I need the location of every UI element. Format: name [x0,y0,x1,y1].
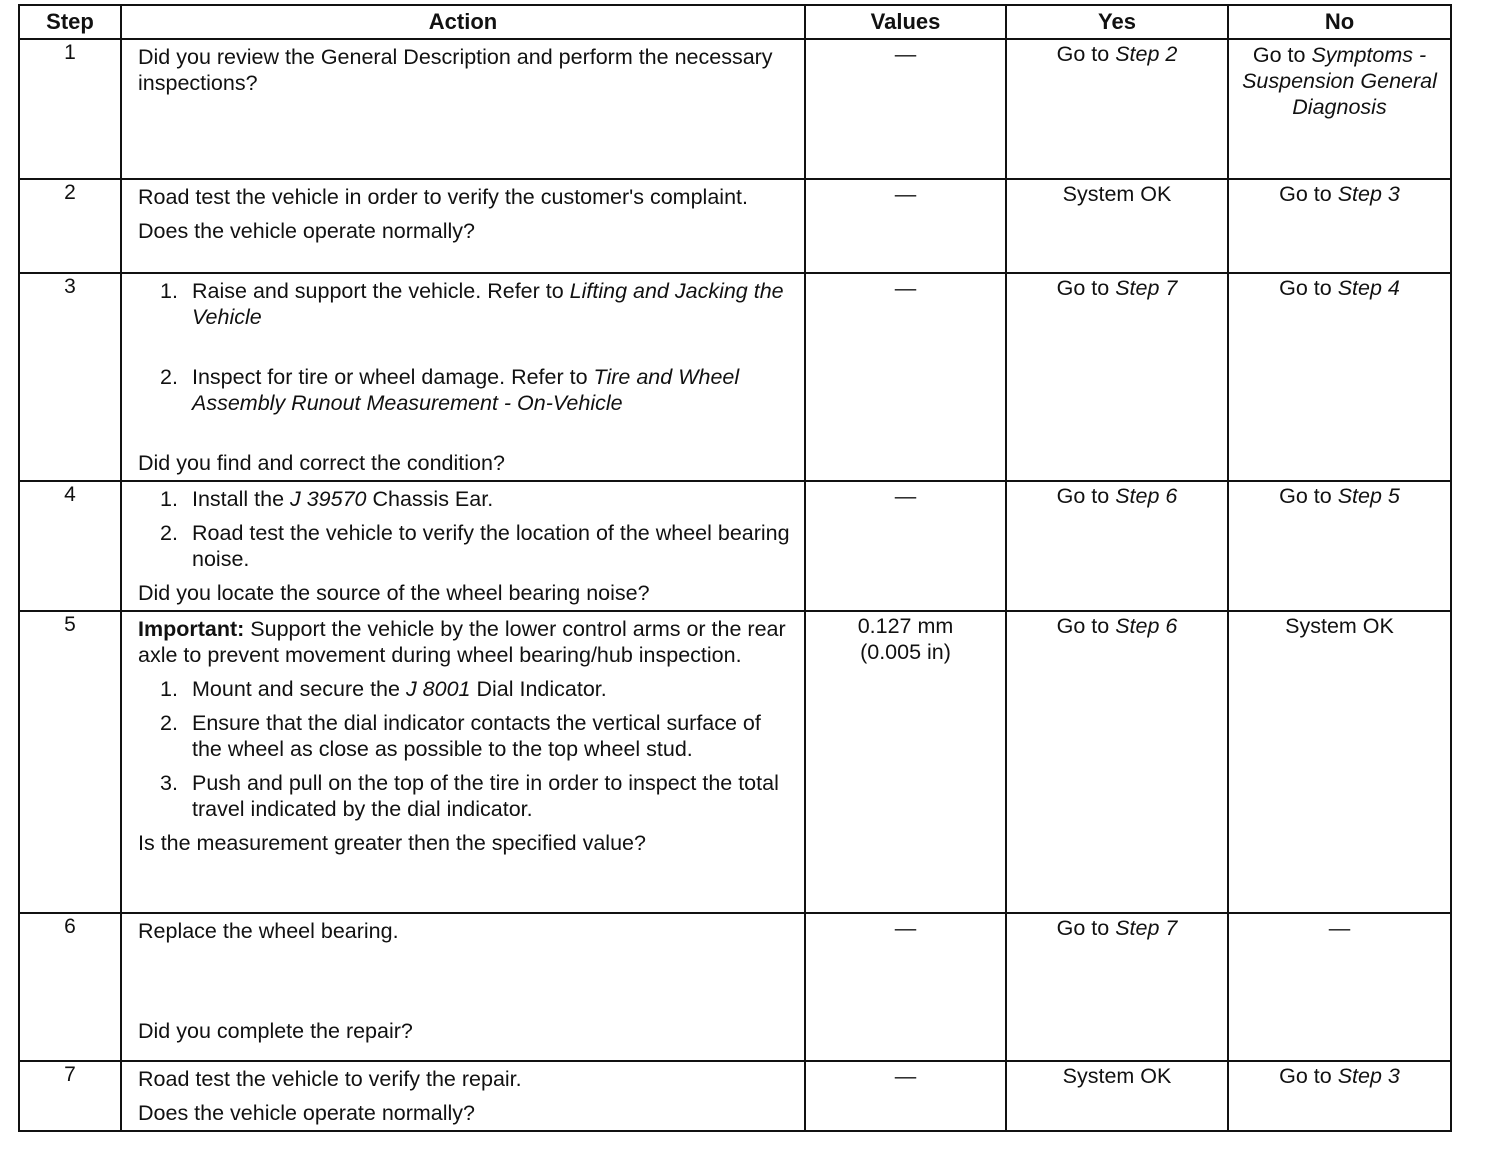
action-question: Is the measurement greater then the specified value? [138,831,646,855]
no-prefix: Go to [1279,276,1338,300]
item-body: Inspect for tire or wheel damage. Refer to [192,365,594,389]
important-label: Important: [138,617,245,641]
important-note [138,616,790,668]
no-prefix: Go to [1279,484,1338,508]
yes-cell [1006,39,1228,179]
no-cell [1228,273,1451,481]
item-number: 1. [160,677,178,701]
item-text: Road test the vehicle to verify the location of the wheel bearing noise. [192,521,790,571]
yes-cell [1006,913,1228,1061]
action-question: Did you locate the source of the wheel bearing noise? [138,581,650,605]
header-action: Action [121,5,805,39]
yes-prefix: Go to [1056,276,1116,300]
no-cell [1228,481,1451,611]
list-item [160,770,790,822]
no-prefix: Go to [1252,43,1312,67]
item-number: 1. [160,487,178,511]
table-row-step-5 [19,611,1451,913]
action-question: Did you find and correct the condition? [138,451,505,475]
no-cell [1228,39,1451,179]
no-prefix: Go to [1279,182,1338,206]
no-link[interactable]: Step 3 [1337,182,1400,206]
table-row-step-2 [19,179,1451,273]
item-text [192,676,607,702]
item-number: 3. [160,771,178,795]
header-values: Values [805,5,1006,39]
header-step: Step [19,5,121,39]
action-cell [121,1061,805,1131]
step-number: 5 [19,611,121,913]
item-text [192,278,790,330]
step-number: 2 [19,179,121,273]
step-number: 4 [19,481,121,611]
action-question: Does the vehicle operate normally? [138,219,476,243]
header-row [19,5,1451,39]
table-row-step-7 [19,1061,1451,1131]
action-text: Road test the vehicle to verify the repair. [138,1067,522,1091]
action-text: Replace the wheel bearing. [138,919,399,943]
action-text: Road test the vehicle in order to verify the customer's complaint. [138,185,748,209]
yes-prefix: Go to [1056,916,1116,940]
no-link[interactable]: Step 3 [1337,1064,1400,1088]
header-no: No [1228,5,1451,39]
step-number: 1 [19,39,121,179]
yes-link[interactable]: Step 6 [1115,484,1178,508]
yes-prefix: Go to [1056,42,1116,66]
values-cell [805,611,1006,913]
yes-cell [1006,611,1228,913]
procedure-list [138,486,790,572]
list-item [160,278,790,330]
item-body-end: Chassis Ear. [366,487,494,511]
item-number: 1. [160,279,178,303]
header-yes: Yes [1006,5,1228,39]
no-cell: System OK [1228,611,1451,913]
item-text [192,364,790,416]
spec-metric: 0.127 mm [857,614,954,638]
item-text [192,486,493,512]
values-cell: — [805,481,1006,611]
item-link[interactable]: Tire and Wheel Assembly Runout Measurement - On-Vehicle [192,365,740,415]
item-body-end: Dial Indicator. [470,677,607,701]
procedure-list [138,278,790,416]
procedure-list [138,676,790,822]
item-text: Ensure that the dial indicator contacts the vertical surface of the wheel as close as possible to the top wheel stud. [192,711,761,761]
values-cell: — [805,913,1006,1061]
step-number: 7 [19,1061,121,1131]
list-item [160,520,790,572]
list-item [160,486,790,512]
action-cell [121,39,805,179]
item-body: Install the [192,487,290,511]
action-cell [121,611,805,913]
action-cell [121,481,805,611]
action-cell [121,273,805,481]
values-cell: — [805,39,1006,179]
list-item [160,710,790,762]
list-item [160,676,790,702]
table-row-step-1 [19,39,1451,179]
action-cell [121,913,805,1061]
table-row-step-3 [19,273,1451,481]
yes-prefix: Go to [1056,484,1116,508]
tool-number: J 8001 [405,677,471,701]
yes-link[interactable]: Step 7 [1115,276,1178,300]
step-number: 6 [19,913,121,1061]
item-number: 2. [160,365,178,389]
table-row-step-6 [19,913,1451,1061]
yes-link[interactable]: Step 2 [1115,42,1178,66]
diagnostic-table [18,4,1452,1132]
list-item [160,364,790,416]
item-number: 2. [160,711,178,735]
no-link[interactable]: Symptoms - Suspension General Diagnosis [1242,43,1437,119]
yes-cell [1006,273,1228,481]
yes-cell: System OK [1006,1061,1228,1131]
values-cell: — [805,1061,1006,1131]
no-link[interactable]: Step 5 [1337,484,1400,508]
no-prefix: Go to [1279,1064,1338,1088]
step-number: 3 [19,273,121,481]
item-text: Push and pull on the top of the tire in order to inspect the total travel indicated by the dial indicator. [192,771,779,821]
action-question: Does the vehicle operate normally? [138,1101,476,1125]
no-link[interactable]: Step 4 [1337,276,1400,300]
item-body: Mount and secure the [192,677,406,701]
values-cell: — [805,273,1006,481]
action-question: Did you review the General Description and perform the necessary inspections? [138,45,773,95]
yes-cell: System OK [1006,179,1228,273]
item-body: Raise and support the vehicle. Refer to [192,279,570,303]
table-row-step-4 [19,481,1451,611]
values-cell: — [805,179,1006,273]
no-cell [1228,179,1451,273]
important-text: Support the vehicle by the lower control arms or the rear axle to prevent movement during wheel bearing/hub inspection. [138,617,786,667]
yes-link[interactable]: Step 6 [1115,614,1178,638]
yes-cell [1006,481,1228,611]
action-cell [121,179,805,273]
yes-link[interactable]: Step 7 [1115,916,1178,940]
no-cell [1228,1061,1451,1131]
spec-imperial: (0.005 in) [860,640,951,664]
item-link[interactable]: Lifting and Jacking the Vehicle [192,279,784,329]
no-cell: — [1228,913,1451,1061]
yes-prefix: Go to [1056,614,1116,638]
item-number: 2. [160,521,178,545]
action-question: Did you complete the repair? [138,1019,413,1043]
tool-number: J 39570 [290,487,367,511]
